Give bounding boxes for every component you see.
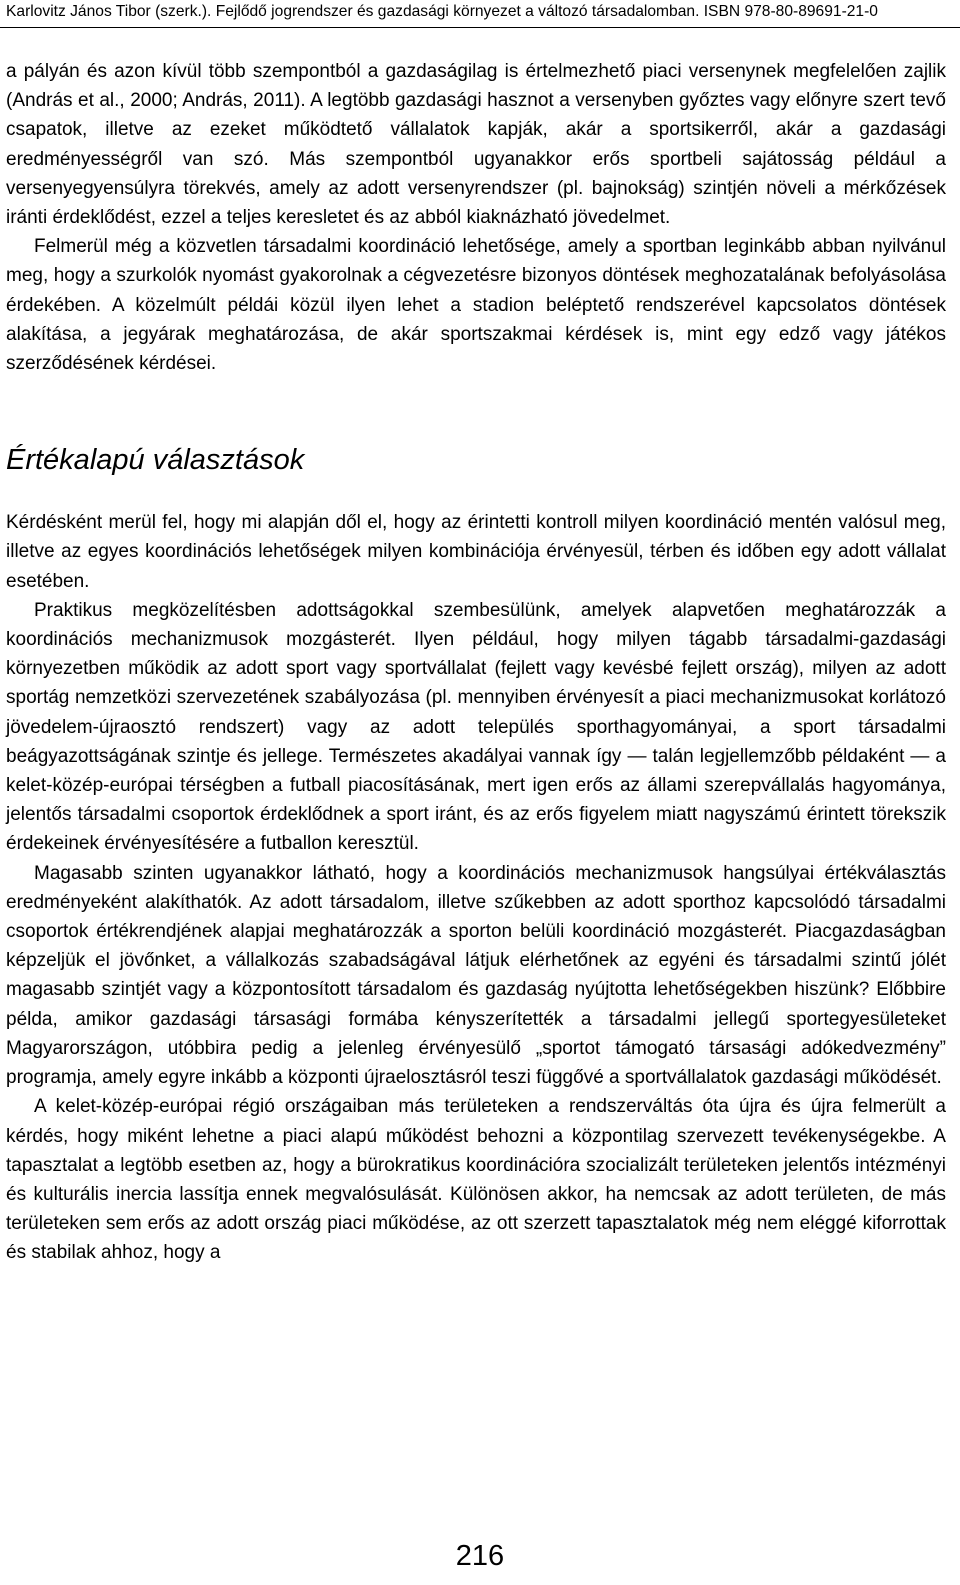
document-body	[6, 57, 946, 1268]
page-number: 216	[455, 1540, 505, 1572]
paragraph: a pályán és azon kívül több szempontból a gazdaságilag is értelmezhető piaci versenynek megfelelően zajlik (András et al., 2000; András, 2011). A legtöbb gazdasági hasznot a versenyben győztes vagy előnyre szert tevő csapatok, illetve az ezeket működtető vállalatok kapják, akár a sportsikerről, akár a gazdasági eredményességről van szó. Más szempontból ugyanakkor erős sportbeli sajátosság például a versenyegyensúlyra törekvés, amely az adott versenyrendszer (pl. bajnokság) szintjén növeli a mérkőzések iránti érdeklődést, ezzel a teljes keresletet és az abból kiaknázható jövedelmet.	[6, 61, 946, 229]
paragraph: Felmerül még a közvetlen társadalmi koordináció lehetősége, amely a sportban leginkább abban nyilvánul meg, hogy a szurkolók nyomást gyakorolnak a cégvezetésre bizonyos döntések meghozatalának befolyásolása érdekében. A közelmúlt példái közül ilyen lehet a stadion beléptető rendszerével kapcsolatos döntések alakítása, a jegyárak meghatározása, de akár sportszakmai kérdések is, mint egy edző vagy játékos szerződésének kérdései.	[6, 236, 946, 375]
paragraph: Praktikus megközelítésben adottságokkal szembesülünk, amelyek alapvetően meghatározzák a koordinációs mechanizmusok mozgásterét. Ilyen például, hogy milyen tágabb társadalmi-gazdasági környezetben működik az adott sport vagy sportvállalat (fejlett vagy kevésbé fejlett ország), milyen az adott sportág nemzetközi szervezetének szabályozása (pl. mennyiben érvényesít a piaci mechanizmusokat korlátozó jövedelem-újraosztó rendszert) vagy az adott település sporthagyományai, a sport társadalmi beágyazottságának szintje és jellege. Természetes akadályai vannak így — talán legjellemzőbb példaként — a kelet-közép-európai térségben a futball piacosításának, mert igen erős az állami szerepvállalás hagyománya, jelentős társadalmi csoportok érdeklődnek a sport iránt, és az erős figyelem miatt nagyszámú érintett törekszik érdekeinek érvényesítésére a futballon keresztül.	[6, 599, 946, 855]
paragraph: Magasabb szinten ugyanakkor látható, hogy a koordinációs mechanizmusok hangsúlyai értékválasztás eredményeként alakíthatók. Az adott társadalom, illetve szűkebben az adott sporthoz kapcsolódó társadalmi csoportok értékrendjének alapjai meghatározzák a sporton belüli koordináció mozgásterét. Piacgazdaságban képzeljük el jövőnket, a vállalkozás szabadságával látjuk elérhetőnek az egyéni és társadalmi szintű jólét magasabb szintjét vagy a központosított társadalom és gazdaság nyújtotta lehetőségekben hiszünk? Előbbire példa, amikor gazdasági társasági formába kényszerítették a társadalmi jellegű sportegyesületeket Magyarországon, utóbbira pedig a jelenleg érvényesülő „sportot támogató társasági adókedvezmény” programja, amely egyre inkább a központi újraelosztásról teszi függővé a sportvállalatok gazdasági működését.	[6, 862, 946, 1089]
section-heading: Értékalapú választások	[6, 444, 305, 477]
paragraph: Kérdésként merül fel, hogy mi alapján dől el, hogy az érintetti kontroll milyen koordináció mentén valósul meg, illetve az egyes koordinációs lehetőségek milyen kombinációja érvényesül, térben és időben egy adott vállalat esetében.	[6, 512, 946, 592]
running-header: Karlovitz János Tibor (szerk.). Fejlődő jogrendszer és gazdasági környezet a változó társadalomban. ISBN 978-80-89691-21-0	[6, 3, 878, 20]
paragraph: A kelet-közép-európai régió országaiban más területeken a rendszerváltás óta újra és újra felmerült a kérdés, hogy miként lehetne a piaci alapú működést behozni a központilag szervezett tevékenységekbe. A tapasztalat a legtöbb esetben az, hogy a bürokratikus koordinációra szocializált területeken jelentős intézményi és kulturális inercia lassítja ennek megvalósulását. Különösen akkor, ha nemcsak az adott területen, de más területeken sem erős az adott ország piaci működése, az ott szerzett tapasztalatok még nem eléggé kiforrottak és stabilak ahhoz, hogy a	[6, 1096, 946, 1264]
header-divider	[0, 27, 960, 28]
